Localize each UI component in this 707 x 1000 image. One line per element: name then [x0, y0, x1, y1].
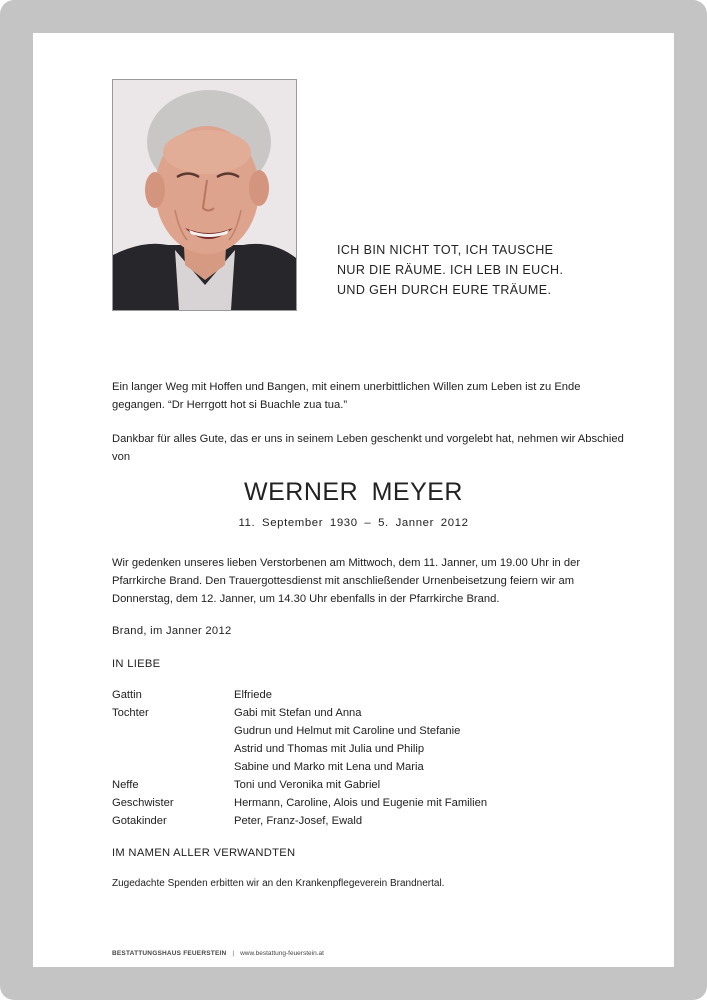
intro-paragraph-1: Ein langer Weg mit Hoffen und Bangen, mit einem unerbittlichen Willen zum Leben ist zu Ende gegangen. “Dr Herrgott hot si Buachle zua tua.”: [112, 381, 581, 411]
memorial-quote: [337, 240, 637, 300]
family-row: [112, 812, 632, 830]
family-role: [112, 740, 234, 758]
quote-line-3: UND GEH DURCH EURE TRÄUME.: [337, 283, 552, 297]
family-list: [112, 686, 632, 830]
family-names: Peter, Franz-Josef, Ewald: [234, 815, 363, 827]
family-row: [112, 686, 632, 704]
quote-line-2: NUR DIE RÄUME. ICH LEB IN EUCH.: [337, 263, 564, 277]
in-liebe-heading: IN LIEBE: [112, 658, 161, 670]
family-role: Tochter: [112, 707, 149, 719]
family-names: Gabi mit Stefan und Anna: [234, 707, 362, 719]
family-names: Gudrun und Helmut mit Caroline und Stefanie: [234, 725, 461, 737]
footer-url[interactable]: www.bestattung-feuerstein.at: [240, 950, 324, 957]
family-role: Geschwister: [112, 797, 174, 809]
family-row: [112, 794, 632, 812]
intro-paragraph-2: Dankbar für alles Gute, das er uns in seinem Leben geschenkt und vorgelebt hat, nehmen wir Abschied von: [112, 433, 624, 463]
family-role: Gattin: [112, 689, 142, 701]
family-row: [112, 722, 632, 740]
footer-separator: |: [232, 950, 235, 957]
family-names: Astrid und Thomas mit Julia und Philip: [234, 743, 425, 755]
quote-line-1: ICH BIN NICHT TOT, ICH TAUSCHE: [337, 243, 554, 257]
life-dates: 11. September 1930 – 5. Janner 2012: [238, 517, 469, 529]
family-role: Neffe: [112, 779, 139, 791]
family-role: [112, 758, 234, 776]
family-row: [112, 776, 632, 794]
family-row: [112, 740, 632, 758]
obituary-page: [33, 33, 674, 967]
donation-note: Zugedachte Spenden erbitten wir an den Krankenpflegeverein Brandnertal.: [112, 878, 445, 889]
place-date: Brand, im Janner 2012: [112, 625, 232, 637]
portrait-photo: [112, 79, 297, 311]
family-names: Hermann, Caroline, Alois und Eugenie mit Familien: [234, 797, 488, 809]
footer-brand: BESTATTUNGSHAUS FEUERSTEIN: [112, 950, 227, 957]
family-row: [112, 758, 632, 776]
footer: [112, 950, 324, 957]
family-names: Sabine und Marko mit Lena und Maria: [234, 761, 424, 773]
portrait-illustration: [113, 80, 296, 310]
service-paragraph: Wir gedenken unseres lieben Verstorbenen am Mittwoch, dem 11. Janner, um 19.00 Uhr in der Pfarrkirche Brand. Den Trauergottesdienst mit anschließender Urnenbeisetzung feiern wir am Donnerstag, dem 12. Janner, um 14.30 Uhr ebenfalls in der Pfarrkirche Brand.: [112, 557, 581, 605]
family-names: Toni und Veronika mit Gabriel: [234, 779, 381, 791]
deceased-name: WERNER MEYER: [244, 478, 463, 506]
family-role: Gotakinder: [112, 815, 167, 827]
family-row: [112, 704, 632, 722]
family-role: [112, 722, 234, 740]
relatives-signature: IM NAMEN ALLER VERWANDTEN: [112, 847, 296, 859]
family-names: Elfriede: [234, 689, 272, 701]
